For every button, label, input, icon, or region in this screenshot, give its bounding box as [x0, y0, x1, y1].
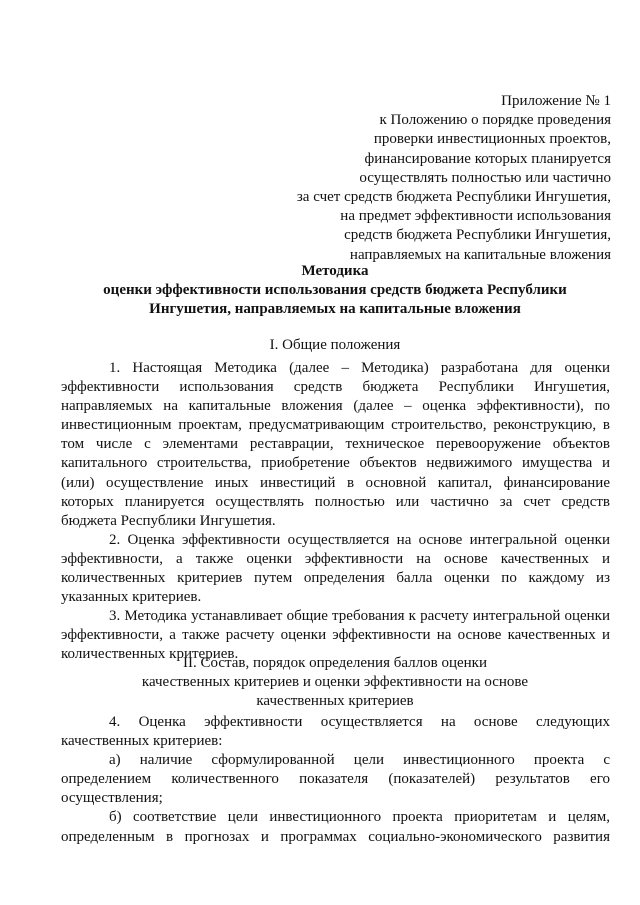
section-2-heading	[60, 654, 610, 711]
section-2-heading-line: качественных критериев	[256, 693, 414, 710]
paragraph-4a: а) наличие сформулированной цели инвестиционного проекта с определением количественного показателя (показателей) результатов его осуществления;	[61, 752, 610, 807]
title-line: Ингушетия, направляемых на капитальные вложения	[149, 301, 521, 317]
section-1-body	[61, 359, 610, 665]
paragraph-4b: б) соответствие цели инвестиционного проекта приоритетам и целям, определенным в прогнозах и программах социально-экономического развития	[61, 809, 610, 845]
appendix-line: осуществлять полностью или частично	[359, 169, 611, 186]
appendix-line: направляемых на капитальные вложения	[349, 246, 611, 263]
section-2-heading-line: качественных критериев и оценки эффективности на основе	[141, 674, 529, 691]
appendix-line: Приложение № 1	[501, 93, 611, 109]
appendix-line: финансирование которых планируется	[364, 150, 611, 167]
appendix-line: к Положению о порядке проведения	[379, 112, 611, 129]
title-line: Методика	[301, 263, 369, 279]
document-title	[60, 262, 610, 319]
paragraph-1: 1. Настоящая Методика (далее – Методика) разработана для оценки эффективности использования средств бюджета Республики Ингушетия, направляемых на капитальные вложения (далее – оценка эффективности), по инвестиционным проектам, предусматривающим строительство, реконструкцию, в том числе с элементами реставрации, техническое перевооружение объектов капитального строительства, приобретение объектов недвижимого имущества и (или) осуществление иных инвестиций в основной капитал, финансирование которых планируется осуществлять полностью или частично за счет средств бюджета Республики Ингушетия.	[61, 360, 610, 529]
appendix-block	[297, 92, 611, 265]
title-line: оценки эффективности использования средств бюджета Республики	[103, 282, 567, 298]
paragraph-2: 2. Оценка эффективности осуществляется на основе интегральной оценки эффективности, а также оценки эффективности на основе качественных и количественных критериев путем определения балла оценки по каждому из указанных критериев.	[61, 531, 610, 606]
section-2-heading-line: II. Состав, порядок определения баллов оценки	[183, 655, 487, 671]
paragraph-4: 4. Оценка эффективности осуществляется на основе следующих качественных критериев:	[61, 714, 610, 750]
section-2-body	[61, 713, 610, 847]
appendix-line: на предмет эффективности использования	[340, 208, 611, 225]
section-1-heading: I. Общие положения	[269, 337, 401, 353]
appendix-line: средств бюджета Республики Ингушетия,	[344, 227, 611, 244]
paragraph-3: 3. Методика устанавливает общие требования к расчету интегральной оценки эффективности, а также расчету оценки эффективности на основе качественных и количественных критериев.	[61, 608, 610, 663]
appendix-line: проверки инвестиционных проектов,	[373, 131, 611, 148]
appendix-line: за счет средств бюджета Республики Ингушетия,	[296, 189, 611, 206]
